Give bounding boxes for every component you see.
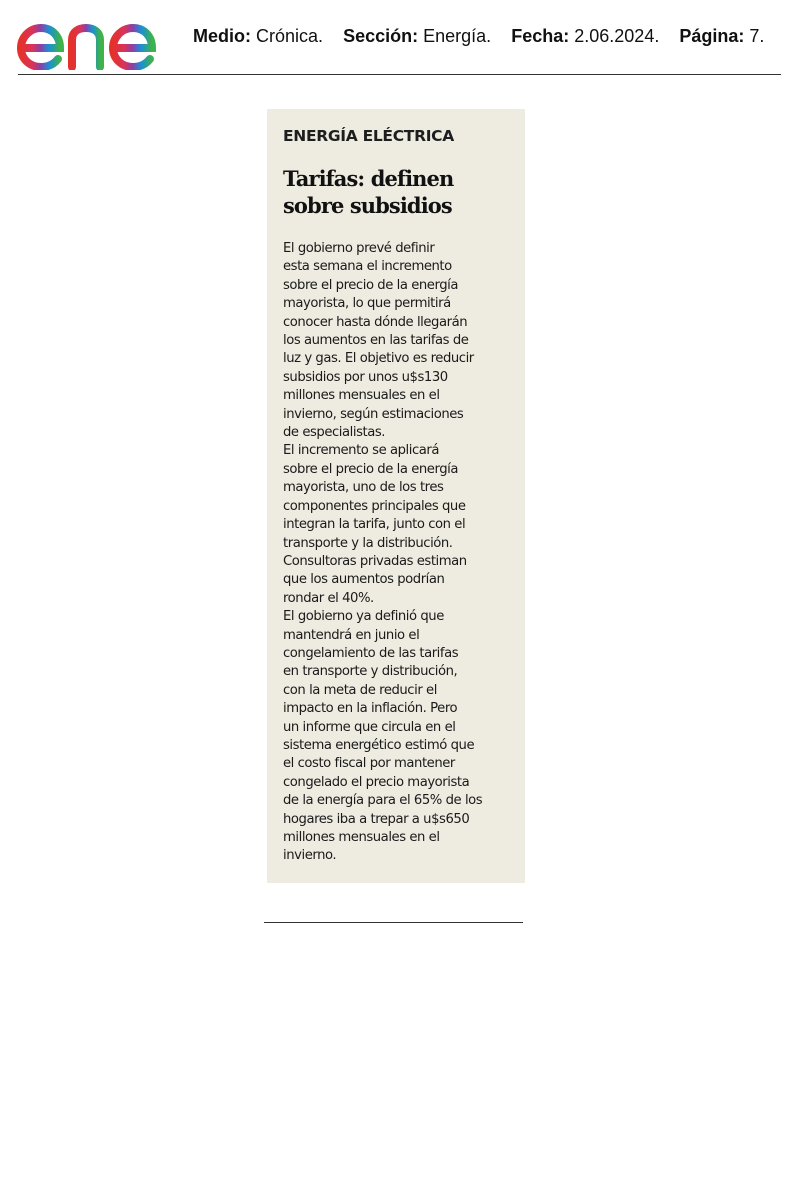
enel-logo [16,10,178,70]
article-body-line: millones mensuales en el [283,830,440,845]
article-body-line: El incremento se aplicará [283,443,439,459]
headline-line: Tarifas: definen [283,166,454,191]
meta-label-pagina: Página: [679,26,745,46]
article-body-line: subsidios por unos u$s130 [283,369,448,385]
article-body-line: de especialistas. [283,425,386,441]
meta-label-seccion: Sección: [343,26,419,46]
article-body-line: integran la tarifa, junto con el [283,517,466,533]
article-clipping [267,109,525,883]
article-body-line: mayorista, lo que permitirá [283,296,451,312]
article-body-line: en transporte y distribución, [283,664,458,680]
article-body-line: con la meta de reducir el [283,682,437,698]
article-body-line: congelado el precio mayorista [283,774,470,790]
article-body-line: El gobierno prevé definir [283,241,435,256]
article-kicker: ENERGÍA ELÉCTRICA [283,127,454,145]
meta-value-medio: Crónica. [256,26,324,46]
article-body-line: hogares iba a trepar a u$s650 [283,811,470,827]
article-body-line: impacto en la inflación. Pero [283,701,458,717]
article-body-line: componentes principales que [283,498,466,514]
page-header [16,8,782,74]
article-body-line: rondar el 40%. [283,590,374,606]
article-body-line: sobre el precio de la energía [283,461,458,477]
article-body-line: mantendrá en junio el [283,627,420,643]
article-body-line: que los aumentos podrían [283,572,445,588]
article-body-line: de la energía para el 65% de los [283,793,483,809]
meta-value-pagina: 7. [749,26,765,46]
article-body-line: El gobierno ya definió que [283,609,444,625]
footer-divider [264,922,523,923]
article-body-line: millones mensuales en el [283,388,440,404]
header-divider [18,74,781,75]
article-headline [283,165,518,219]
meta-label-medio: Medio: [193,26,251,46]
article-body-line: sobre el precio de la energía [283,277,458,293]
article-body-line: Consultoras privadas estiman [283,553,467,569]
publication-meta [193,26,764,47]
meta-value-seccion: Energía. [423,26,492,46]
article-body-line: el costo fiscal por mantener [283,756,455,772]
article-body-line: sistema energético estimó que [283,737,475,753]
article-body-line: invierno. [283,848,337,864]
article-body-line: invierno, según estimaciones [283,406,464,422]
article-body-line: conocer hasta dónde llegarán [283,314,468,330]
headline-line: sobre subsidios [283,193,452,218]
meta-value-fecha: 2.06.2024. [574,26,660,46]
article-body-line: un informe que circula en el [283,719,456,735]
article-body-line: esta semana el incremento [283,259,452,275]
article-body-line: transporte y la distribución. [283,535,453,551]
article-body-line: mayorista, uno de los tres [283,480,444,496]
meta-label-fecha: Fecha: [511,26,570,46]
article-body-line: luz y gas. El objetivo es reducir [283,351,474,367]
article-body [283,240,523,866]
article-body-line: congelamiento de las tarifas [283,645,459,661]
article-body-line: los aumentos en las tarifas de [283,333,469,349]
